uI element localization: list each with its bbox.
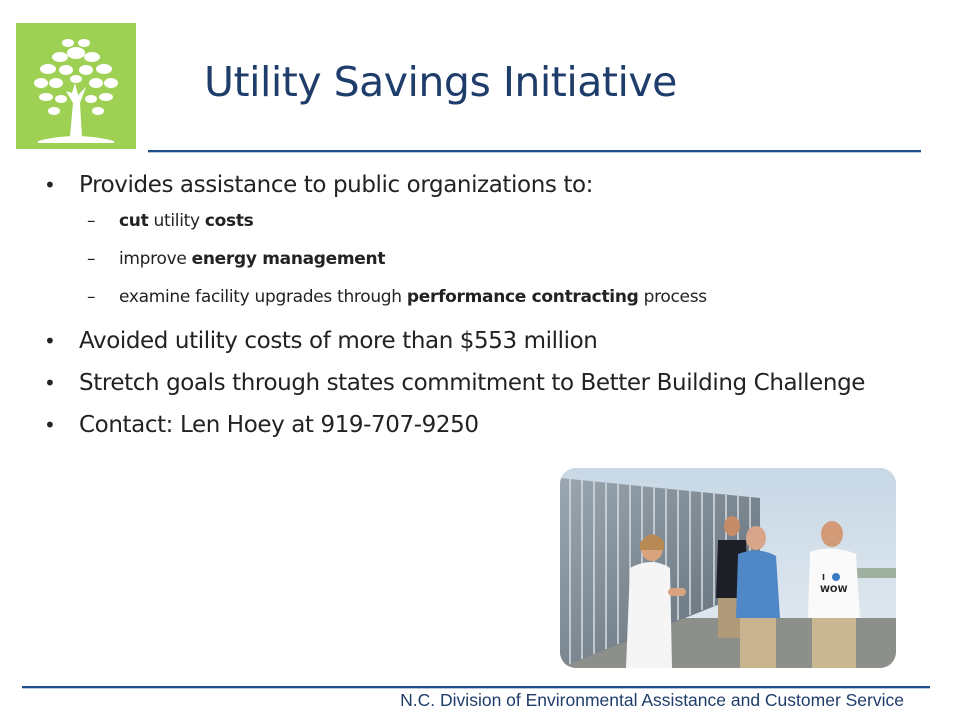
shirt-letter: I: [822, 573, 825, 582]
bullet-assistance: • Provides assistance to public organizations to:: [44, 168, 924, 202]
bullet-list: [44, 168, 924, 442]
footer-divider: [22, 686, 930, 689]
footer-text: N.C. Division of Environmental Assistance and Customer Service: [400, 690, 904, 710]
bullet-contact: • Contact: Len Hoey at 919-707-9250: [44, 408, 924, 442]
slide-title: Utility Savings Initiative: [204, 58, 677, 106]
bullet-avoided-costs: • Avoided utility costs of more than $553 million: [44, 324, 924, 358]
sub-bullet-energy-management: – improve energy management: [44, 240, 924, 278]
shirt-text: WOW: [820, 585, 848, 595]
sub-bullet-cut-costs: – cut utility costs: [44, 202, 924, 240]
title-divider: [148, 150, 921, 153]
solar-panel-rooftop-photo: [560, 468, 896, 668]
tree-logo-icon: [16, 23, 136, 149]
bullet-stretch-goals: • Stretch goals through states commitment to Better Building Challenge: [44, 366, 924, 400]
sub-bullet-performance-contracting: – examine facility upgrades through performance contracting process: [44, 278, 924, 316]
